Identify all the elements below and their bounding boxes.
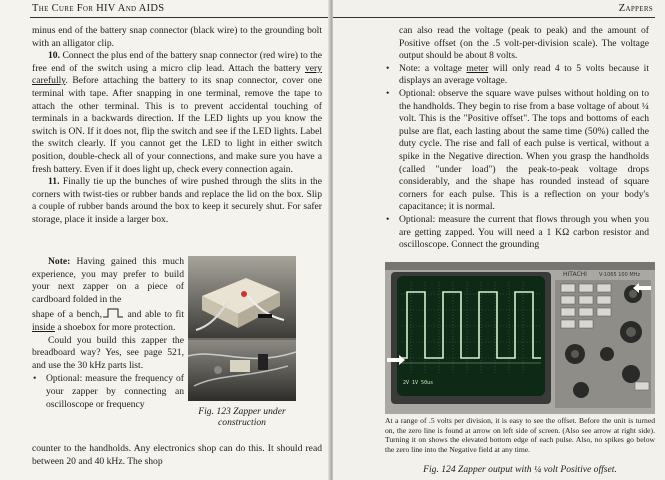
bullet-icon: • (386, 62, 390, 74)
optional-frequency-continued: counter to the handholds. Any electronics shop can do this. It should read between 20 and 40 kHz. The shop (32, 443, 322, 467)
right-para-1: can also read the voltage (peak to peak) and the amount of Positive offset (on the .5 volt-per-division scale). The voltage output should be about 8 volts. (399, 25, 649, 62)
voltage-meter-text-b: will only read 4 to 5 volts because it displays an average voltage. (399, 62, 649, 87)
voltage-meter-underlined: meter (466, 62, 489, 74)
left-page (0, 0, 330, 480)
right-page (333, 0, 665, 480)
step-11-text: Finally tie up the bunches of wire pushed through the slits in the corners with twist-ties or rubber bands and replace the lid on the box. Slip a couple of rubber bands around the box to keep it securely shut. For safer storage, place it inside a larger box. (32, 176, 322, 225)
right-head-rule (333, 17, 655, 18)
note-text-c: and able to fit (124, 309, 184, 321)
fig-123-caption: Fig. 123 Zapper under construction (198, 406, 286, 428)
fig-124-description: At a range of .5 volts per division, it is easy to see the offset. Before the unit is turned on, the zero line is found at arrow on left side of screen. (Also see arrow at right side). Turning it on shows the elevated bottom edge of each pulse. Also, no spikes go below the zero line into the Negative field at any time. (385, 416, 655, 454)
voltage-meter-bullet (385, 63, 649, 88)
oscilloscope-image (385, 262, 655, 414)
bench-shape-icon (102, 308, 124, 318)
bullet-icon: • (386, 87, 390, 99)
step-10-underlined: very carefully (32, 62, 322, 87)
step-10-number: 10. (48, 50, 60, 62)
left-body-text (32, 25, 322, 227)
note-text-a: Having gained this much experience, you may prefer to build your next zapper on a piece of cardboard folded in the (32, 256, 184, 305)
optional-frequency-text: Optional: measure the frequency of your zapper by connecting an oscilloscope or frequency (46, 373, 184, 410)
optional-frequency-bullet (32, 373, 184, 411)
step-10-text-b: . Before attaching the battery to its snap connector, cover one terminal with tape. After snapping in one terminal, remove the tape to attach the other terminal. This is to prevent accidental touching of terminals in a backwards direction. If the LED lights up you know the switch is ON. If it does not, flip the switch and see if the LED lights. Label the switch clearly. If you cannot get the LED to light in either switch position, double-check all of your connections, and make sure you have a fresh battery. Even if it does light up, check every connection again. (32, 75, 322, 175)
note-para-2 (32, 308, 184, 334)
zapper-photo-image (188, 256, 296, 401)
left-head-rule (30, 17, 330, 18)
right-running-head: Zappers (618, 3, 653, 14)
right-body-text (349, 25, 649, 252)
fig-124-oscilloscope-photo (385, 262, 655, 414)
bullet-icon: • (33, 373, 37, 385)
scope-model: V-1065 100 MHz (599, 272, 641, 278)
left-bottom-text (32, 443, 322, 468)
note-text-b: shape of a bench, (32, 309, 103, 321)
scope-readout: 2V 1V 50us (403, 380, 434, 386)
current-bullet (385, 214, 649, 252)
note-label: Note: (48, 256, 71, 267)
square-wave-bullet (385, 88, 649, 214)
note-para (32, 256, 184, 306)
voltage-meter-text-a: Note: a voltage (399, 62, 467, 74)
step-10-text-a: Connect the plus end of the battery snap connector (red wire) to the free end of the switch using a micro clip lead. Attach the battery (32, 50, 322, 74)
breadboard-para: Could you build this zapper the breadboard way? Yes, see page 521, and use the 30 kHz parts list. (32, 334, 184, 371)
scope-brand: HITACHI (563, 271, 587, 278)
left-para-1: minus end of the battery snap connector (black wire) to the grounding bolt with an alligator clip. (32, 25, 322, 49)
note-text-d: a shoebox for more protection. (54, 321, 176, 333)
step-11 (32, 176, 322, 226)
step-11-number: 11. (48, 176, 60, 188)
note-block (32, 256, 184, 411)
fig-124-caption: Fig. 124 Zapper output with ¼ volt Positive offset. (423, 464, 617, 475)
fig-123-photo (188, 256, 296, 401)
step-10 (32, 50, 322, 176)
bullet-icon: • (386, 213, 390, 225)
square-wave-text: Optional: observe the square wave pulses without holding on to the handholds. They begin to rise from a base voltage of about ¼ volt. This is the "Positive offset". The tops and bottoms of each pulse are flat, each lasting about the same time (50%) called the duty cycle. The rise and fall of each pulse is vertical, without a spike in the Negative direction. When you grasp the handholds (called "under load") the peak-to-peak voltage drops considerably, and the shape has rounded instead of square corners for each pulse. This is a reflection on your body's capacitance; it is normal. (399, 87, 649, 213)
current-text: Optional: measure the current that flows through you when you are getting zapped. You will need a 1 KΩ carbon resistor and oscilloscope. Connect the grounding (399, 213, 649, 251)
left-running-head: The Cure For HIV And AIDS (32, 3, 165, 14)
note-underlined: inside (32, 321, 55, 333)
